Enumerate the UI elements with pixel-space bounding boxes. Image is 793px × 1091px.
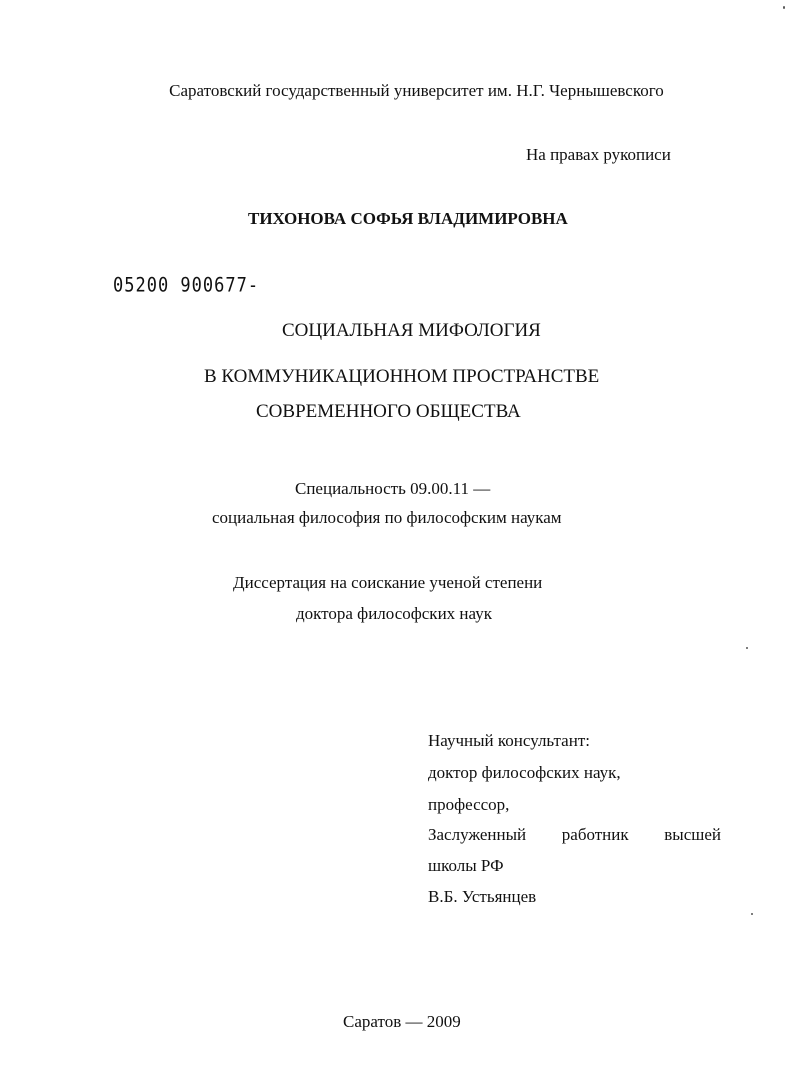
dissertation-line-2: доктора философских наук xyxy=(296,604,492,623)
university-name: Саратовский государственный университет им. Н.Г. Чернышевского xyxy=(169,81,664,100)
dissertation-line-1: Диссертация на соискание ученой степени xyxy=(233,573,543,592)
library-stamp-number: 05200 900677- xyxy=(113,274,260,297)
city-year: Саратов — 2009 xyxy=(343,1012,461,1031)
manuscript-rights-note: На правах рукописи xyxy=(526,145,671,164)
title-line-3: СОВРЕМЕННОГО ОБЩЕСТВА xyxy=(256,401,521,422)
title-line-2: В КОММУНИКАЦИОННОМ ПРОСТРАНСТВЕ xyxy=(204,366,600,387)
advisor-degree: доктор философских наук, xyxy=(428,763,621,782)
advisor-honor xyxy=(428,825,721,845)
advisor-honor-word-3: высшей xyxy=(664,825,721,844)
advisor-honor-word-1: Заслуженный xyxy=(428,825,527,844)
advisor-honor-word-2: работник xyxy=(561,825,629,844)
advisor-honor-end: школы РФ xyxy=(428,856,504,875)
advisor-name: В.Б. Устьянцев xyxy=(428,887,537,906)
author-name: ТИХОНОВА СОФЬЯ ВЛАДИМИРОВНА xyxy=(248,209,568,228)
title-line-1: СОЦИАЛЬНАЯ МИФОЛОГИЯ xyxy=(282,320,541,341)
advisor-rank: профессор, xyxy=(428,795,510,814)
specialty-line-1: Специальность 09.00.11 — xyxy=(295,479,491,498)
advisor-label: Научный консультант: xyxy=(428,731,590,750)
scan-speck xyxy=(751,913,753,915)
specialty-line-2: социальная философия по философским наукам xyxy=(212,508,562,527)
scan-speck xyxy=(783,6,785,9)
scan-speck xyxy=(746,647,748,649)
